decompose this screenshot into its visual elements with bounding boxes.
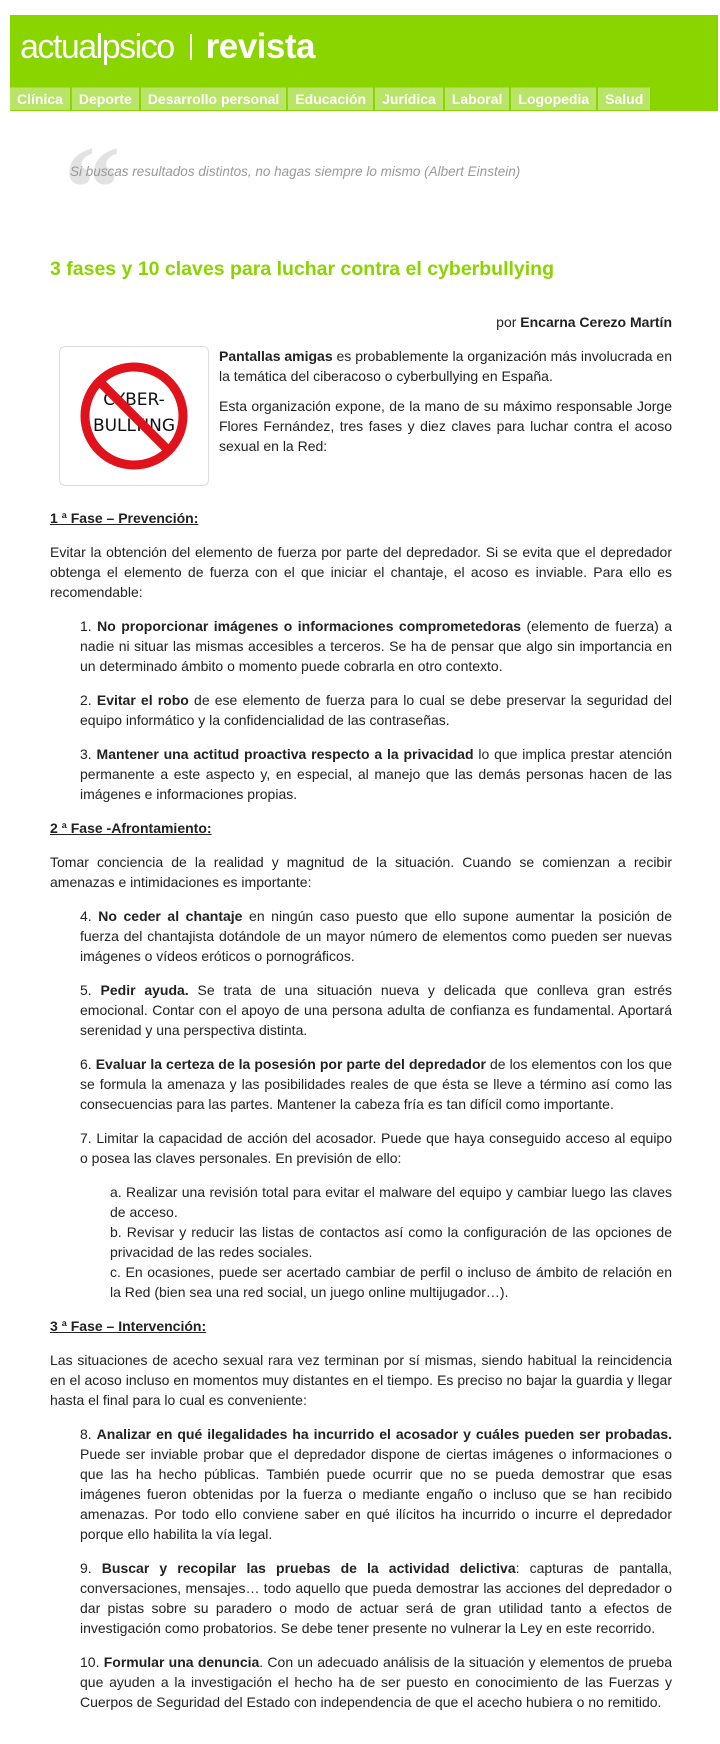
- article-body: [50, 508, 672, 1726]
- key-1: 1. No proporcionar imágenes o informaciones comprometedoras (elemento de fuerza) a nadie ni situar las mismas accesibles a terceros. Se ha de pensar que algo sin importancia en un determinado ámbito o momento puede cobrarla en otro contexto.: [80, 618, 672, 674]
- quote-banner: [55, 121, 655, 254]
- key-5: 5. Pedir ayuda. Se trata de una situación nueva y delicada que conlleva gran estrés emocional. Contar con el apoyo de una persona adulta de confianza es fundamental. Aportará serenidad y una perspectiva distinta.: [80, 982, 672, 1038]
- nav-item-salud[interactable]: Salud: [598, 87, 650, 110]
- sub-item-a: a. Realizar una revisión total para evitar el malware del equipo y cambiar luego las claves de acceso.: [110, 1184, 672, 1220]
- logo-separator: [190, 34, 192, 60]
- key-9: 9. Buscar y recopilar las pruebas de la actividad delictiva: capturas de pantalla, conversaciones, mensajes… todo aquello que pueda demostrar las acciones del depredador o dar pistas sobre su paradero o modo de actuar será de gran utilidad tanto a efectos de investigación como probatorios. Se debe tener presente no vulnerar la Ley en este recorrido.: [80, 1560, 673, 1636]
- key-6: 6. Evaluar la certeza de la posesión por parte del depredador de los elementos con los que se formula la amenaza y las posibilidades reales de que ésta se lleve a término así como las consecuencias para las partes. Mantener la cabeza fría es tan difícil como importante.: [80, 1056, 672, 1112]
- key-8: 8. Analizar en qué ilegalidades ha incurrido el acosador y cuáles pueden ser probadas. Puede ser inviable probar que el depredador dispone de ciertas imágenes o informaciones o que las ha hecho públicas. También puede ocurrir que no se pueda demostrar que esas imágenes fueron obtenidas por la fuerza o mediante engaño o incluso que se han recibido amenazas. Por todo ello conviene saber en qué ilícitos ha incurrido o incurre el depredador porque ello habilita la vía legal.: [80, 1426, 673, 1542]
- nav-item-desarrollo-personal[interactable]: Desarrollo personal: [141, 87, 287, 110]
- author-name[interactable]: Encarna Cerezo Martín: [520, 314, 672, 330]
- site-header: [10, 15, 718, 111]
- intro-paragraph-2: Esta organización expone, de la mano de su máximo responsable Jorge Flores Fernández, tres fases y diez claves para luchar contra el acoso sexual en la Red:: [219, 398, 672, 454]
- phase2-intro: Tomar conciencia de la realidad y magnitud de la situación. Cuando se comienzan a recibir amenazas e intimidaciones es importante:: [50, 854, 672, 890]
- nav-item-educacion[interactable]: Educación: [288, 87, 373, 110]
- article-image: [59, 346, 209, 486]
- site-logo[interactable]: [20, 27, 315, 67]
- phase1-intro: Evitar la obtención del elemento de fuerza por parte del depredador. Si se evita que el depredador obtenga el elemento de fuerza con el que iniciar el chantaje, el acoso es inviable. Para ello es recomendable:: [50, 544, 672, 600]
- image-text-line1: CYBER-: [103, 390, 165, 410]
- phase3-intro: Las situaciones de acecho sexual rara vez terminan por sí mismas, siendo habitual la reincidencia en el acoso incluso en momentos muy distantes en el tiempo. Es preciso no bajar la guardia y llegar hasta el final para lo cual es conveniente:: [50, 1352, 672, 1408]
- image-text-line2: BULLYING: [92, 416, 176, 436]
- key-2: 2. Evitar el robo de ese elemento de fuerza para lo cual se debe preservar la seguridad del equipo informático y la confidencialidad de las contraseñas.: [80, 692, 673, 728]
- key-10: 10. Formular una denuncia. Con un adecuado análisis de la situación y elementos de prueba que ayuden a la investigación el hecho ha de ser puesto en conocimiento de las Fuerzas y Cuerpos de Seguridad del Estado con independencia de que el acecho hubiera o no remitido.: [80, 1654, 672, 1710]
- no-cyberbullying-icon: [60, 347, 208, 485]
- article-title: 3 fases y 10 claves para luchar contra el cyberbullying: [50, 258, 555, 280]
- nav-item-clinica[interactable]: Clínica: [10, 87, 70, 110]
- nav-item-deporte[interactable]: Deporte: [72, 87, 139, 110]
- quote-mark-icon: “: [58, 121, 118, 254]
- logo-brand: actualpsico: [20, 27, 174, 66]
- logo-section: revista: [205, 27, 315, 66]
- intro-paragraph-1: Pantallas amigas es probablemente la organización más involucrada en la temática del ciberacoso o cyberbullying en España.: [219, 348, 672, 384]
- phase3-heading: 3 ª Fase – Intervención:: [50, 1318, 207, 1334]
- phase2-heading: 2 ª Fase -Afrontamiento:: [50, 820, 212, 836]
- nav-item-logopedia[interactable]: Logopedia: [511, 87, 596, 110]
- nav-item-laboral[interactable]: Laboral: [445, 87, 510, 110]
- key-4: 4. No ceder al chantaje en ningún caso puesto que ello supone aumentar la posición de fuerza del chantajista dotándole de un mayor número de elementos como pueden ser nuevas imágenes o vídeos eróticos o pornográficos.: [80, 908, 672, 964]
- article-intro: [219, 346, 672, 466]
- article-byline: [496, 314, 672, 330]
- key-7: 7. Limitar la capacidad de acción del acosador. Puede que haya conseguido acceso al equipo o posea las claves personales. En previsión de ello:: [80, 1130, 673, 1166]
- byline-prefix: por: [496, 314, 517, 330]
- nav-item-juridica[interactable]: Jurídica: [375, 87, 443, 110]
- intro-org-name: Pantallas amigas: [219, 348, 333, 364]
- category-nav: [10, 87, 652, 111]
- phase1-heading: 1 ª Fase – Prevención:: [50, 510, 199, 526]
- key-3: 3. Mantener una actitud proactiva respecto a la privacidad lo que implica prestar atención permanente a este aspecto y, en especial, al manejo que las demás personas hacen de las imágenes e informaciones propias.: [80, 746, 673, 802]
- quote-text: Si buscas resultados distintos, no hagas siempre lo mismo (Albert Einstein): [70, 164, 521, 179]
- key-7-sublist: [110, 1182, 672, 1302]
- sub-item-c: c. En ocasiones, puede ser acertado cambiar de perfil o incluso de ámbito de relación en la Red (bien sea una red social, un juego online multijugador…).: [110, 1264, 672, 1300]
- sub-item-b: b. Revisar y reducir las listas de contactos así como la configuración de las opciones de privacidad de las redes sociales.: [110, 1224, 672, 1260]
